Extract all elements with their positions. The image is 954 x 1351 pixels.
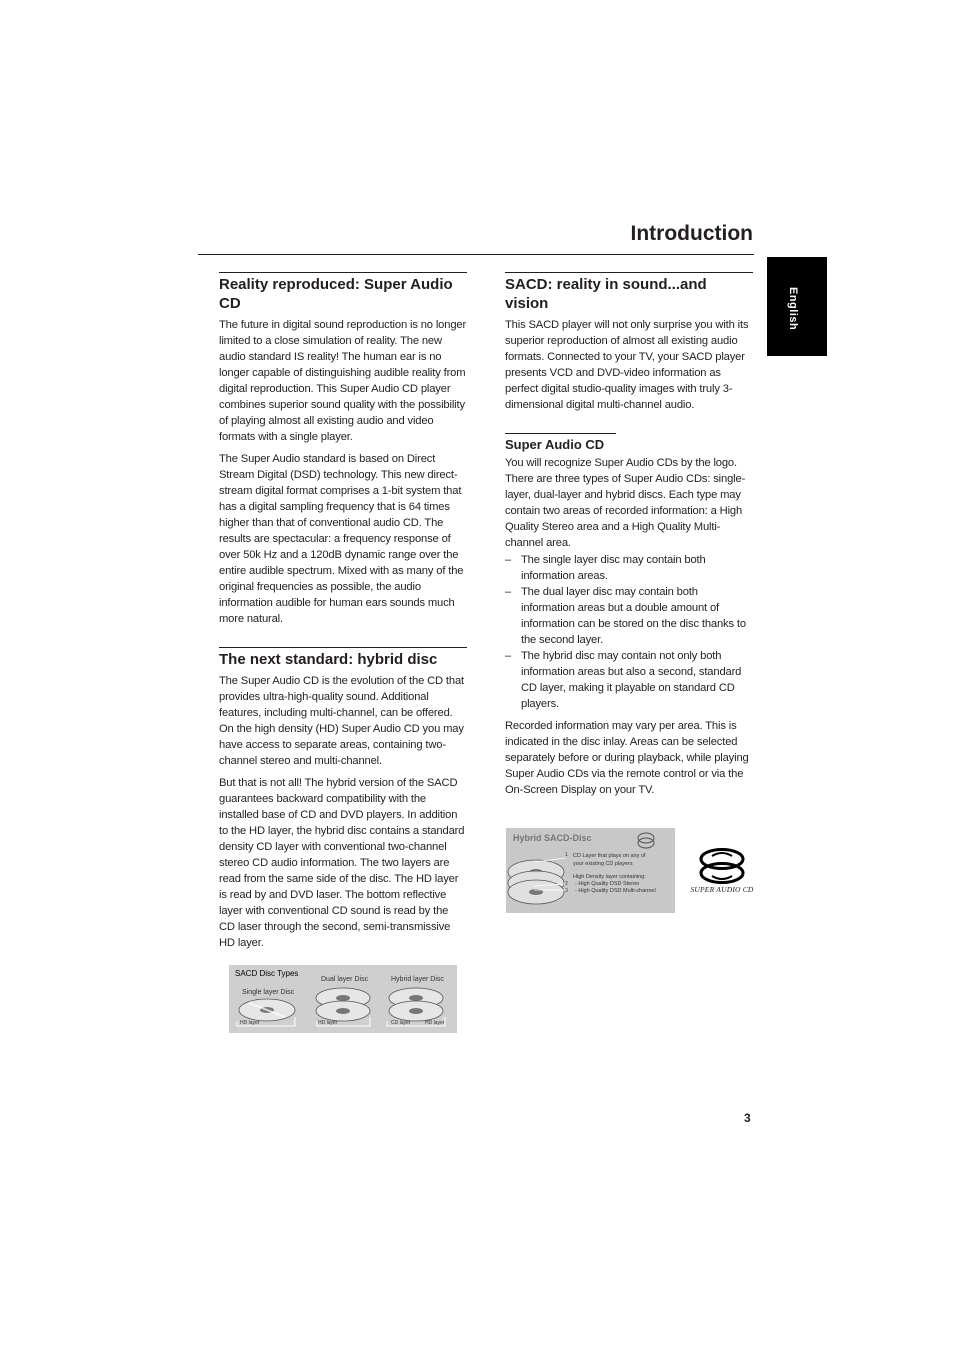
figure-title: SACD Disc Types bbox=[235, 969, 299, 978]
language-tab-label: English bbox=[787, 287, 799, 331]
list-item: – The single layer disc may contain both information areas. bbox=[505, 554, 706, 582]
list-item: – The dual layer disc may contain both information areas but a double amount of information can be stored on the disc thanks to the second layer. bbox=[505, 586, 746, 646]
dual-layer-label: Dual layer Disc bbox=[321, 976, 369, 983]
cd-layer-label: CD Layer that plays on any of your existing CD players bbox=[573, 853, 646, 867]
page-number: 3 bbox=[744, 1111, 751, 1125]
callout-number-1: 1 bbox=[565, 852, 568, 858]
section-rule bbox=[219, 272, 467, 273]
disc-type-list bbox=[505, 552, 753, 712]
hybrid-cd-layer-label: CD layer bbox=[391, 1020, 411, 1026]
paragraph: The future in digital sound reproduction is no longer limited to a close simulation of reality. The new audio standard IS reality! The human ear is no longer capable of distinguishing audible reality from digital reproduction. This Super Audio CD player combines superior sound quality with the possibility of playing almost all existing audio and video formats with a single player. bbox=[219, 319, 467, 443]
hybrid-sacd-disc-figure bbox=[506, 828, 675, 913]
dual-hd-layer-label: HD layer bbox=[318, 1020, 338, 1026]
section-heading: Reality reproduced: Super Audio CD bbox=[219, 276, 453, 312]
sacd-disc-types-figure bbox=[229, 965, 457, 1033]
hybrid-layer-label: Hybrid layer Disc bbox=[391, 976, 444, 983]
hybrid-disc-stack-icon bbox=[508, 858, 566, 904]
paragraph: But that is not all! The hybrid version of the SACD guarantees backward compatibility with the installed base of CD and DVD players. In addition to the HD layer, the hybrid disc contains a standard density CD layer with conventional two-channel stereo CD audio information. The two layers are read from the same side of the disc. The HD layer is read by and DVD laser. The bottom reflective layer with conventional CD sound is read by the CD laser through the second, semi-transmissive HD layer. bbox=[219, 777, 465, 949]
title-rule bbox=[198, 254, 754, 255]
hd-layer-label: High Density layer containing: bbox=[573, 874, 646, 880]
page-title: Introduction bbox=[630, 222, 753, 245]
super-audio-cd-logo bbox=[690, 848, 754, 896]
hq-multichannel-label: - High Quality DSD Multi-channel bbox=[575, 888, 656, 894]
language-tab bbox=[767, 257, 827, 356]
sacd-logo-icon bbox=[690, 848, 754, 884]
paragraph: Recorded information may vary per area. This is indicated in the disc inlay. Areas can be selected separately before or during playback, while playing Super Audio CDs via the remote control or via the On-Screen Display on your TV. bbox=[505, 720, 749, 796]
section-rule bbox=[219, 647, 467, 648]
single-hd-layer-label: HD layer bbox=[240, 1020, 260, 1026]
left-column bbox=[219, 272, 467, 951]
section-rule bbox=[505, 272, 753, 273]
logo-text: SUPER AUDIO CD bbox=[690, 885, 754, 894]
callout-number-2: 2 bbox=[565, 881, 568, 887]
list-item: – The hybrid disc may contain not only both information areas but also a second, standard CD layer, making it playable on standard CD players. bbox=[505, 650, 742, 710]
right-column bbox=[505, 272, 753, 798]
section-heading: The next standard: hybrid disc bbox=[219, 651, 438, 668]
paragraph: The Super Audio standard is based on Direct Stream Digital (DSD) technology. This new direct-stream digital format comprises a 1-bit system that has a digital sampling frequency that is 64 times higher than that of conventional audio CD. The results are spectacular: a frequency response of over 50k Hz and a 120dB dynamic range over the entire audible spectrum. Mixed with as many of the original frequencies as possible, the audio information audible for human ears sounds much more natural. bbox=[219, 453, 464, 625]
subsection-heading: Super Audio CD bbox=[505, 437, 605, 452]
callout-number-3: 3 bbox=[565, 888, 568, 894]
section-heading: SACD: reality in sound...and vision bbox=[505, 276, 707, 312]
hybrid-hd-layer-label: HD layer bbox=[425, 1020, 445, 1026]
paragraph: You will recognize Super Audio CDs by the logo. There are three types of Super Audio CDs: single-layer, dual-layer and hybrid discs. Each type may contain two areas of recorded information: a High Quality Stereo area and a High Quality Multi-channel area. bbox=[505, 457, 746, 549]
hybrid-figure-title: Hybrid SACD-Disc bbox=[513, 833, 592, 843]
hq-stereo-label: - High Quality DSD Stereo bbox=[575, 881, 640, 887]
sacd-mini-logo-icon bbox=[638, 833, 654, 848]
single-layer-label: Single layer Disc bbox=[242, 989, 295, 996]
subsection-rule bbox=[505, 433, 616, 434]
paragraph: The Super Audio CD is the evolution of the CD that provides ultra-high-quality sound. Additional features, including multi-channel, can be offered. On the high density (HD) Super Audio CD you may have access to separate areas, containing two-channel stereo and multi-channel. bbox=[219, 675, 464, 767]
paragraph: This SACD player will not only surprise you with its superior reproduction of almost all existing audio formats. Connected to your TV, your SACD player presents VCD and DVD-video information as perfect digital studio-quality images with truly 3-dimensional digital multi-channel audio. bbox=[505, 319, 749, 411]
